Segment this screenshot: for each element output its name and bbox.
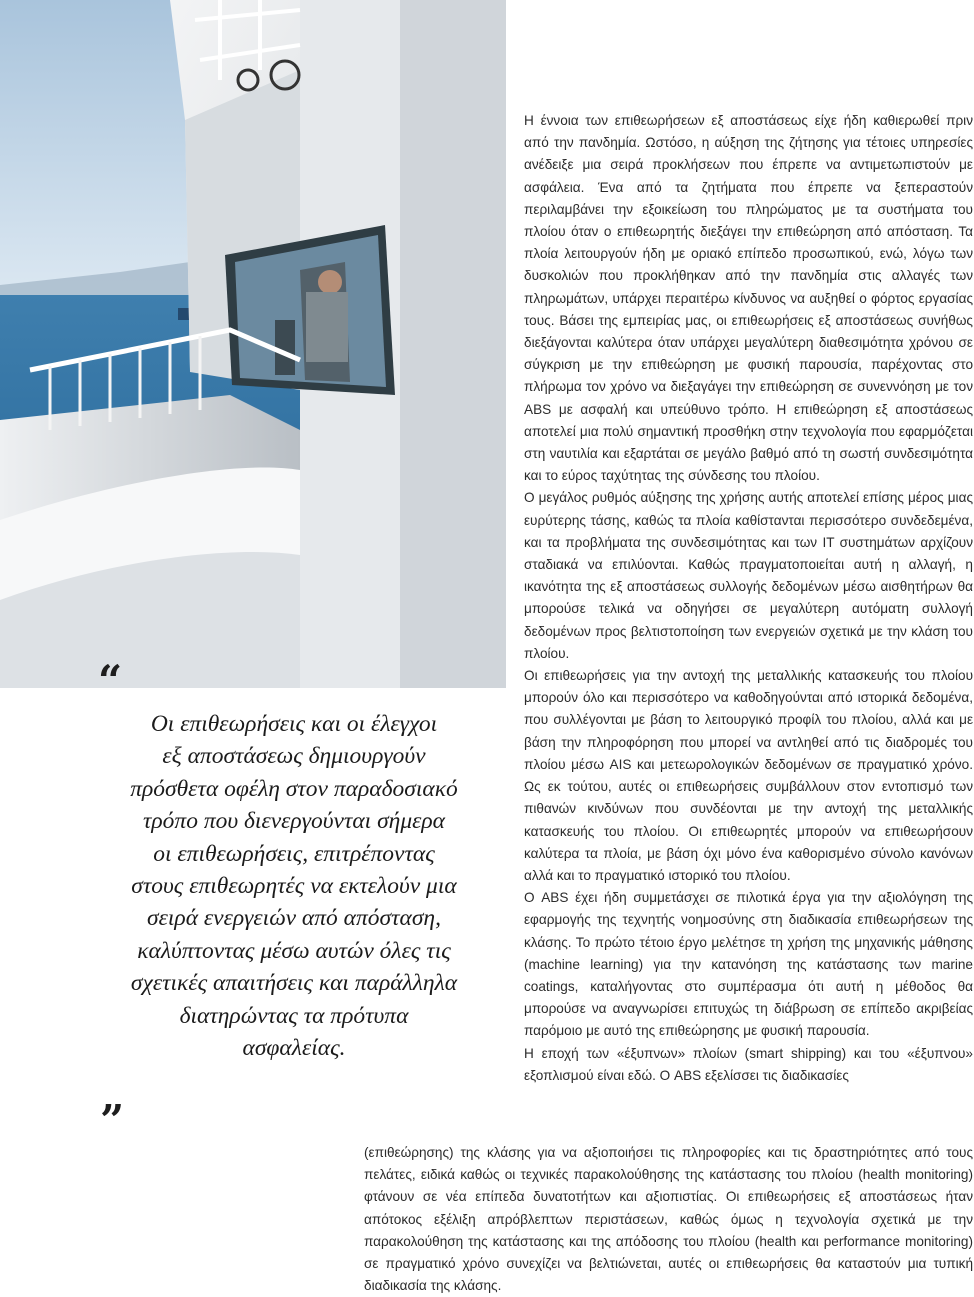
pull-quote-line: ασφαλείας. <box>242 1035 346 1062</box>
pull-quote-line: σχετικές απαιτήσεις και παράλληλα <box>130 970 458 997</box>
pull-quote-line: στους επιθεωρητές να εκτελούν μια <box>131 873 457 900</box>
pull-quote-line: τρόπο που διενεργούνται σήμερα <box>142 808 445 835</box>
pull-quote <box>94 708 494 1064</box>
pull-quote-line: καλύπτοντας μέσω αυτών όλες τις <box>137 937 451 964</box>
pull-quote-line: οι επιθεωρήσεις, επιτρέποντας <box>153 840 435 867</box>
ship-bridge-photo <box>0 0 506 688</box>
pull-quote-close-mark: ” <box>100 1096 125 1145</box>
body-paragraph: Ο ABS έχει ήδη συμμετάσχει σε πιλοτικά έργα για την αξιολόγηση της εφαρμογής της τεχνητής νοημοσύνης στη διαδικασία επιθεωρήσεων της κλάσης. Το πρώτο τέτοιο έργο μελέτησε τη χρήση της μηχανικής μάθησης (machine learning) για την κατανόηση της κατάστασης των marine coatings, καταλήγοντας στο συμπέρασμα ότι αυτή η μέθοδος θα μπορούσε να αναγνωρίσει επιτυχώς τη διάβρωση σε επίπεδο ακριβείας παρόμοιο με αυτό της επιθεώρησης με φυσική παρουσία. <box>524 890 973 1039</box>
body-paragraph: Η έννοια των επιθεωρήσεων εξ αποστάσεως είχε ήδη καθιερωθεί πριν από την πανδημία. Ωστόσο, η αύξηση της ζήτησης για τέτοιες υπηρεσίες ανέδειξε μια σειρά προκλήσεων που έπρεπε να αντιμετωπιστούν με ασφάλεια. Ένα από τα ζητήματα που έπρεπε να ξεπεραστούν περιλαμβάνει την εξοικείωση του πληρώματος με τα συστήματα του πλοίου όταν ο επιθεωρητής διεξάγει την επιθεώρηση από απόσταση. Τα πλοία λειτουργούν ήδη με οριακό επίπεδο προσωπικού, ενώ, λόγω των δυσκολιών που προκλήθηκαν από την πανδημία στις αλλαγές των πληρωμάτων, υπάρχει περαιτέρω κίνδυνος να αυξηθεί ο φόρτος εργασίας τους. Βάσει της εμπειρίας μας, οι επιθεωρήσεις εξ αποστάσεως συνήθως διεξάγονται καλύτερα όταν υπάρχει μεγαλύτερη διαθεσιμότητα χρόνου σε σύγκριση με την επιθεώρηση με φυσική παρουσία, παρέχοντας στο πλήρωμα τον χρόνο να διεξαγάγει την επιθεώρηση σε συνεννόηση με τον ABS με ασφαλή και υπεύθυνο τρόπο. Η επιθεώρηση εξ αποστάσεως αποτελεί μια πολύ σημαντική προσθήκη στην τεχνολογία που εφαρμόζεται στη ναυτιλία και εξαρτάται σε μεγάλο βαθμό από τη σωστή συνδεσιμότητα και το εύρος ταχύτητας της σύνδεσης του πλοίου. <box>524 113 973 484</box>
pull-quote-line: πρόσθετα οφέλη στον παραδοσιακό <box>130 775 458 802</box>
pull-quote-line: σειρά ενεργειών από απόσταση, <box>147 905 441 932</box>
article-body-column <box>524 110 973 1087</box>
pull-quote-line: διατηρώντας τα πρότυπα <box>179 1002 409 1029</box>
body-paragraph: Ο μεγάλος ρυθμός αύξησης της χρήσης αυτής αποτελεί επίσης μέρος μιας ευρύτερης τάσης, καθώς τα πλοία καθίστανται περισσότερο συνδεδεμένα, και τα προβλήματα της συνδεσιμότητας και των IT συστημάτων αρχίζουν σταδιακά να επιλύονται. Καθώς πραγματοποιείται αυτή η αλλαγή, η ικανότητα της εξ αποστάσεως συλλογής δεδομένων μέσω αισθητήρων θα μπορούσε τελικά να οδηγήσει σε μεγαλύτερη αυτόματη συλλογή δεδομένων προς βελτιστοποίηση των ενεργειών σχετικά με την κλάση του πλοίου. <box>524 490 973 661</box>
body-paragraph-wide: (επιθεώρησης) της κλάσης για να αξιοποιήσει τις πληροφορίες και τις δραστηριότητες από τους πελάτες, ειδικά καθώς οι τεχνικές παρακολούθησης της κατάστασης του πλοίου (health monitoring) φτάνουν σε νέα επίπεδα δυνατοτήτων και αξιοπιστίας. Οι επιθεωρήσεις εξ αποστάσεως ήταν απότοκος εξέλιξη απρόβλεπτων περιστάσεων, καθώς όμως η τεχνολογία σχετικά με την παρακολούθηση της κατάστασης και της απόδοσης του πλοίου (health και performance monitoring) σε πραγματικό χρόνο συνεχίζει να βελτιώνεται, αυτές οι επιθεωρήσεις θα καταστούν μια τυπική διαδικασία της κλάσης. <box>364 1145 973 1294</box>
pull-quote-open-mark: “ <box>98 656 123 705</box>
pull-quote-line: Οι επιθεωρήσεις και οι έλεγχοι <box>150 711 438 737</box>
pull-quote-line: εξ αποστάσεως δημιουργούν <box>162 743 426 770</box>
body-paragraph: Η εποχή των «έξυπνων» πλοίων (smart shipping) και του «έξυπνου» εξοπλισμού είναι εδώ. Ο ABS εξελίσσει τις διαδικασίες <box>524 1045 973 1083</box>
body-paragraph: Οι επιθεωρήσεις για την αντοχή της μεταλλικής κατασκευής του πλοίου μπορούν όλο και περισσότερο να καθοδηγούνται από ιστορικά δεδομένα, που συλλέγονται με βάση το λειτουργικό προφίλ του πλοίου, αλλά και με βάση την πληροφόρηση που μπορεί να αντληθεί από τις διαδρομές του πλοίου μέσω AIS και μετεωρολογικών δεδομένων σε πραγματικό χρόνο. Ως εκ τούτου, αυτές οι επιθεωρήσεις συμβάλλουν στον εντοπισμό των πιθανών κινδύνων που συνδέονται με την αντοχή της μεταλλικής κατασκευής του πλοίου. Οι επιθεωρητές μπορούν να επιθεωρήσουν καλύτερα τα πλοία, με βάση όχι μόνο ένα καθορισμένο σύνολο κανόνων αλλά και το πραγματικό ιστορικό του πλοίου. <box>524 668 973 883</box>
article-body-wide <box>364 1142 973 1297</box>
